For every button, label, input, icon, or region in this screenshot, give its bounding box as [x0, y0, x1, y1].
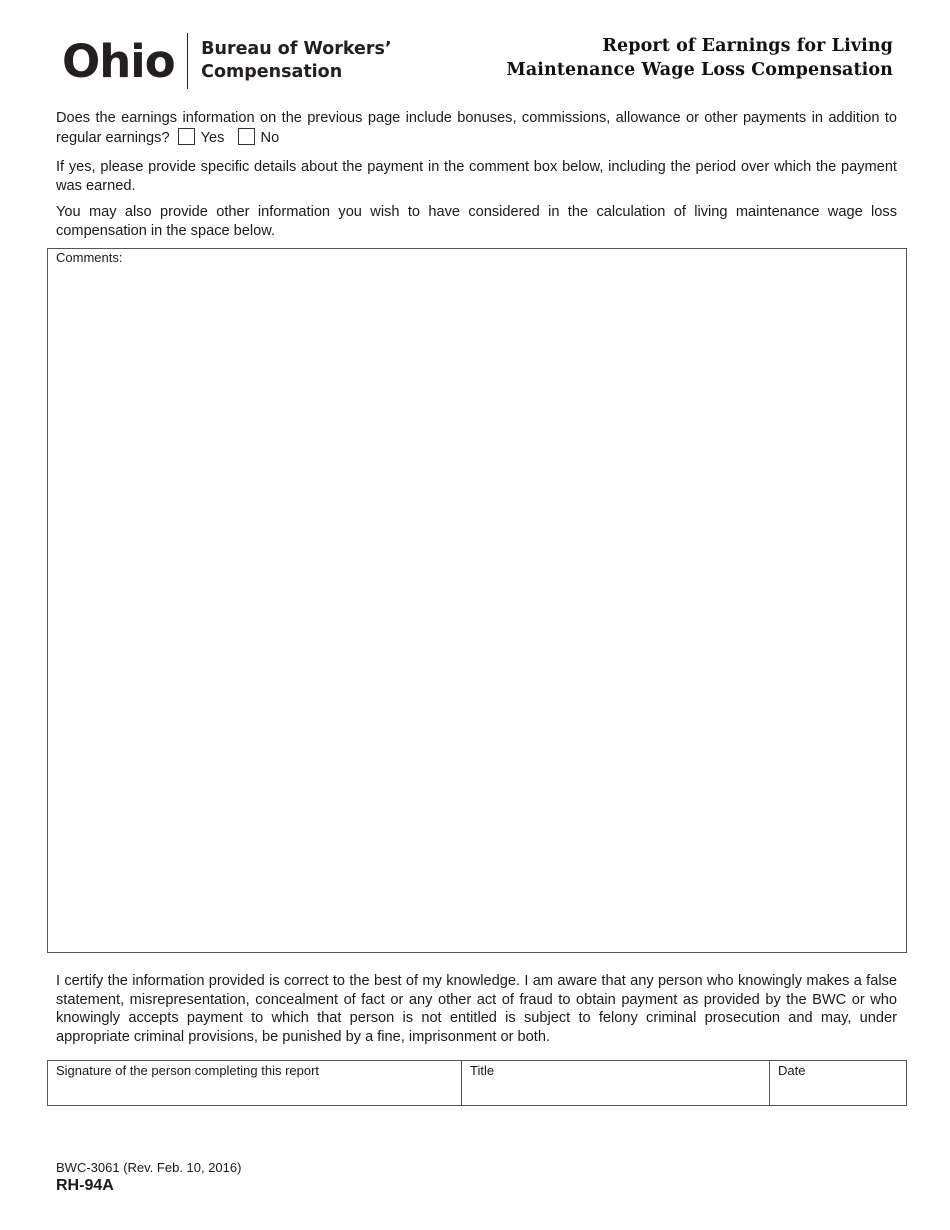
logo-divider: [187, 33, 189, 89]
comments-box: [47, 248, 907, 953]
certification-statement: I certify the information provided is correct to the best of my knowledge. I am aware that any person who knowingly makes a false statement, misrepresentation, concealment of fact or any other act of fraud to obtain payment as provided by the BWC or who knowingly accepts payment to which that person is not entitled is subject to felony criminal prosecution and may, under appropriate criminal provisions, be punished by a fine, imprisonment or both.: [56, 973, 897, 1045]
form-code: RH-94A: [56, 1177, 114, 1194]
yes-checkbox[interactable]: [178, 128, 195, 145]
earnings-question-text: Does the earnings information on the previous page include bonuses, commissions, allowance or other payments in addition to regular earnings?: [56, 110, 897, 146]
form-number: BWC-3061 (Rev. Feb. 10, 2016): [56, 1160, 242, 1175]
earnings-question: [56, 109, 897, 147]
report-title-line1: Report of Earnings for Living: [602, 36, 893, 56]
report-title-line2: Maintenance Wage Loss Compensation: [506, 60, 893, 80]
logo-agency-line2: Compensation: [201, 62, 343, 82]
comments-input[interactable]: [54, 269, 900, 946]
no-checkbox[interactable]: [238, 128, 255, 145]
yes-label: Yes: [200, 129, 225, 146]
date-field[interactable]: [769, 1061, 906, 1105]
signature-table: [47, 1060, 907, 1106]
comments-label: Comments:: [56, 250, 123, 265]
no-label: No: [260, 129, 280, 146]
report-title: [506, 34, 893, 82]
signature-label: Signature of the person completing this report: [56, 1063, 320, 1078]
signature-field[interactable]: [48, 1061, 461, 1105]
details-instruction: If yes, please provide specific details about the payment in the comment box below, including the period over which the payment was earned.: [56, 159, 897, 194]
logo-agency-name: [201, 38, 391, 84]
ohio-bwc-logo: [62, 30, 392, 92]
title-field[interactable]: [461, 1061, 769, 1105]
date-label: Date: [778, 1063, 806, 1078]
logo-ohio-text: Ohio: [62, 34, 175, 88]
title-label: Title: [470, 1063, 495, 1078]
logo-agency-line1: Bureau of Workers’: [201, 39, 392, 59]
other-info-instruction: You may also provide other information you wish to have considered in the calculation of living maintenance wage loss compensation in the space below.: [56, 204, 897, 239]
